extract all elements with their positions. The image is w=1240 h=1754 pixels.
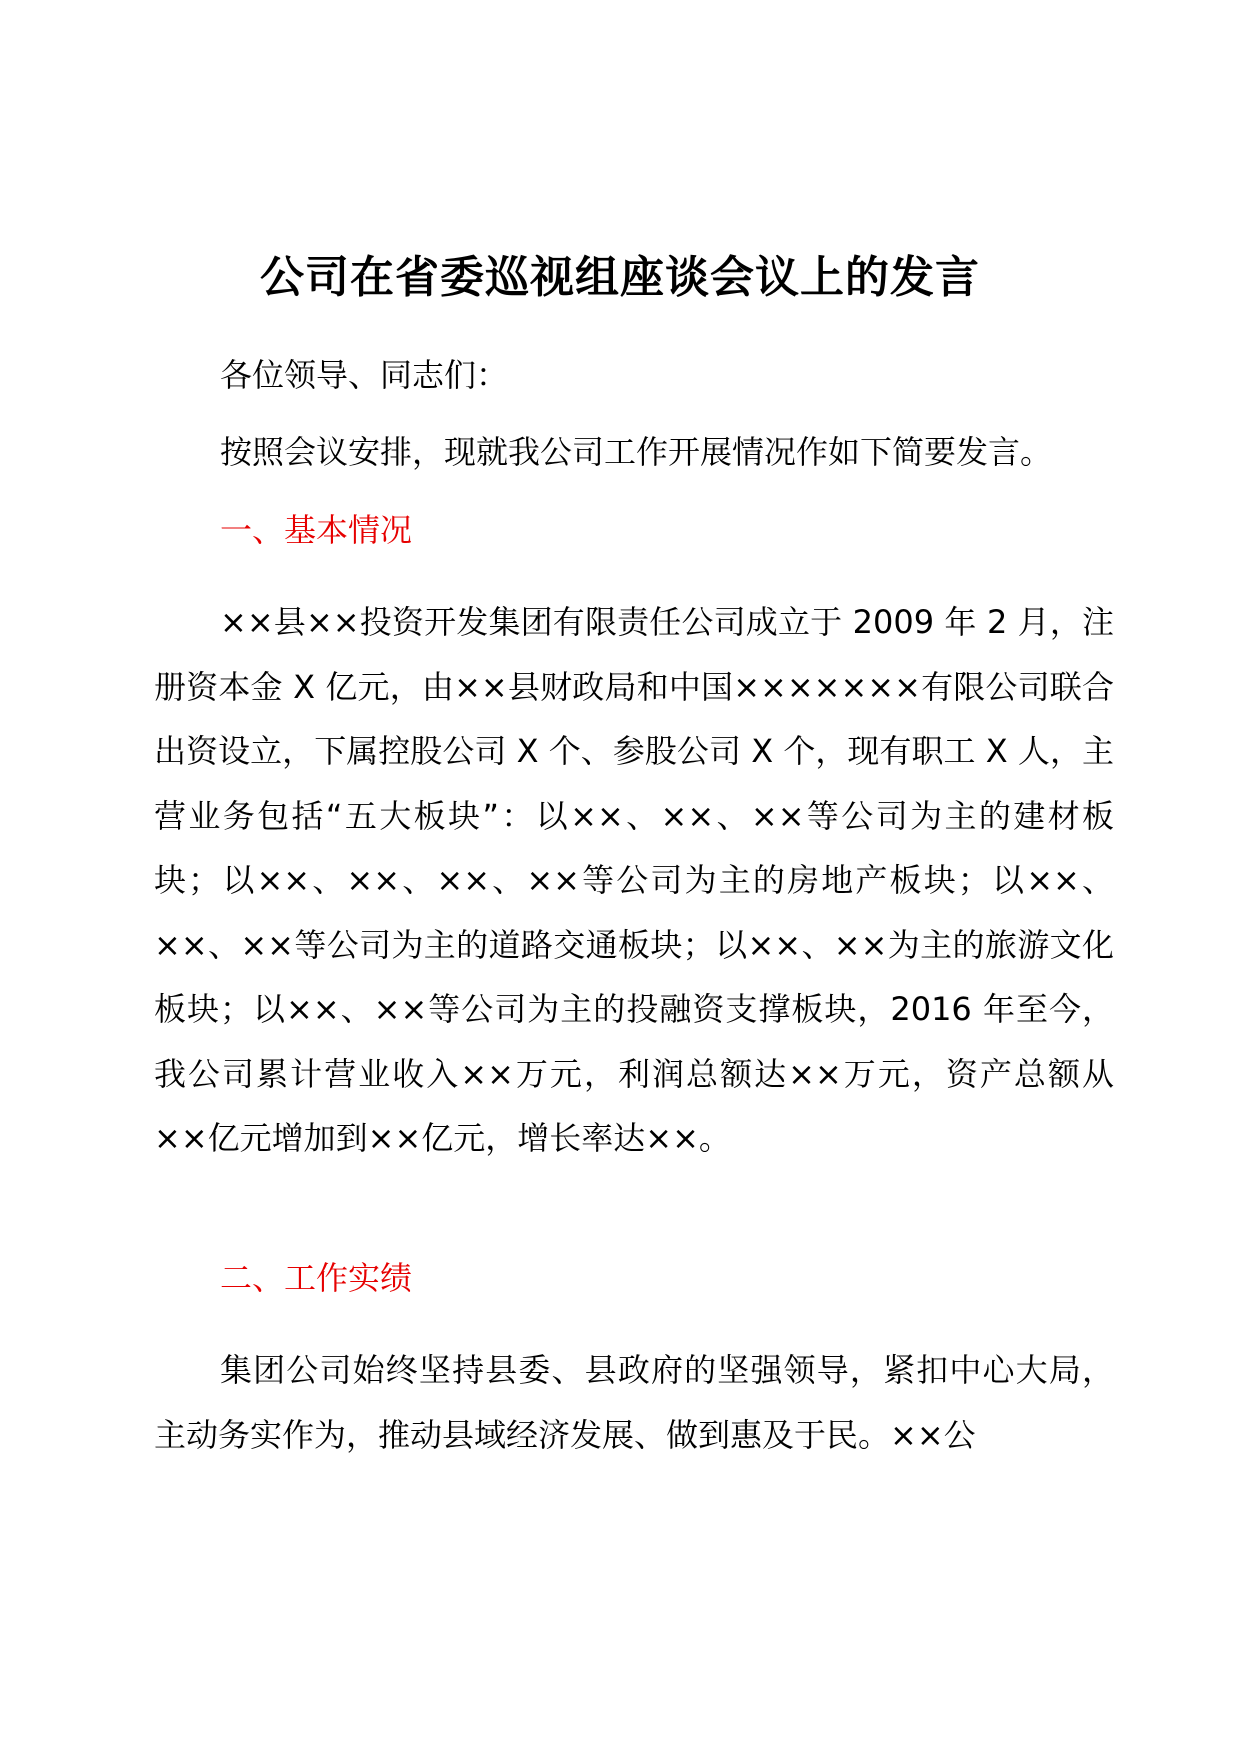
section-heading-basic-info: 一、基本情况 <box>220 511 413 549</box>
section-heading-achievements: 二、工作实绩 <box>220 1259 413 1297</box>
salutation: 各位领导、同志们： <box>220 356 509 394</box>
document-title: 公司在省委巡视组座谈会议上的发言 <box>260 252 980 303</box>
section-body-achievements: 集团公司始终坚持县委、县政府的坚强领导，紧扣中心大局，主动务实作为，推动县域经济发展、做到惠及于民。××公 <box>154 1351 1114 1454</box>
section-body-basic-info: ××县××投资开发集团有限责任公司成立于 2009 年 2 月，注册资本金 X 亿元，由××县财政局和中国×××××××有限公司联合出资设立，下属控股公司 X 个、参股公司 X 个，现有职工 X 人，主营业务包括“五大板块”：以××、××、××等公司为主的建材板块；以××、××、××、××等公司为主的房地产板块；以××、××、××等公司为主的道路交通板块；以××、××为主的旅游文化板块；以××、××等公司为主的投融资支撑板块，2016 年至今，我公司累计营业收入××万元，利润总额达××万元，资产总额从××亿元增加到××亿元，增长率达××。 <box>154 603 1114 1157</box>
intro-paragraph: 按照会议安排，现就我公司工作开展情况作如下简要发言。 <box>220 433 1053 471</box>
